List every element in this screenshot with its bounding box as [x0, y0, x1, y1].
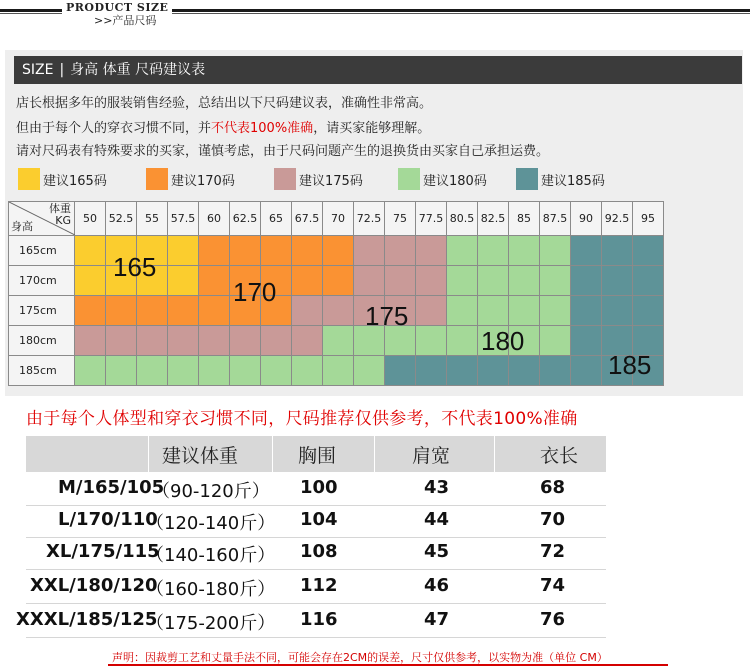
row-size: M/165/105 — [58, 477, 165, 498]
grid-cell-180 — [509, 236, 540, 266]
header-weight: 建议体重 — [162, 445, 239, 467]
footer-disclaimer: 声明：因裁剪工艺和丈量手法不同，可能会存在2CM的误差，尺寸仅供参考，以实物为准（单位 CM） — [112, 651, 608, 664]
grid-weight-header: 52.5 — [106, 202, 137, 236]
row-weight: （160-180斤） — [146, 579, 276, 600]
row-chest: 108 — [300, 541, 338, 562]
grid-cell-170 — [199, 236, 230, 266]
grid-corner — [9, 202, 75, 236]
grid-weight-header: 60 — [199, 202, 230, 236]
grid-weight-header: 92.5 — [602, 202, 633, 236]
row-divider — [26, 637, 606, 638]
grid-cell-185 — [633, 266, 664, 296]
grid-cell-180 — [447, 266, 478, 296]
grid-cell-180 — [447, 326, 478, 356]
grid-cell-180 — [323, 356, 354, 386]
size-table-header — [26, 436, 606, 472]
legend-item-175 — [274, 168, 363, 190]
row-size: XL/175/115 — [46, 541, 160, 562]
grid-cell-170 — [199, 266, 230, 296]
grid-cell-185 — [602, 296, 633, 326]
header-title: 身高 体重 尺码建议表 — [70, 62, 206, 78]
grid-cell-185 — [571, 236, 602, 266]
grid-cell-180 — [540, 236, 571, 266]
grid-weight-header: 77.5 — [416, 202, 447, 236]
corner-height-label: 身高 — [11, 220, 33, 233]
grid-cell-180 — [75, 356, 106, 386]
grid-cell-185 — [571, 326, 602, 356]
grid-weight-header: 70 — [323, 202, 354, 236]
grid-weight-header: 55 — [137, 202, 168, 236]
grid-cell-180 — [137, 356, 168, 386]
legend-label: 建议180码 — [423, 173, 487, 189]
grid-cell-185 — [416, 356, 447, 386]
row-chest: 100 — [300, 477, 338, 498]
panel-header — [14, 56, 742, 84]
grid-cell-185 — [509, 356, 540, 386]
grid-cell-165 — [75, 266, 106, 296]
grid-cell-175 — [354, 236, 385, 266]
row-length: 68 — [540, 477, 566, 498]
zone-label-170: 170 — [233, 277, 277, 307]
zone-label-165: 165 — [113, 252, 157, 282]
grid-row — [9, 266, 664, 296]
grid-cell-175 — [416, 266, 447, 296]
intro-line-2-start: 但由于每个人的穿衣习惯不同，并 — [16, 121, 212, 136]
grid-weight-header: 85 — [509, 202, 540, 236]
table-row — [0, 606, 640, 638]
legend-label: 建议165码 — [43, 173, 107, 189]
grid-cell-175 — [385, 266, 416, 296]
row-shoulder: 46 — [424, 575, 450, 596]
header-divider — [494, 436, 495, 472]
grid-cell-180 — [540, 326, 571, 356]
grid-cell-175 — [385, 236, 416, 266]
banner-title-block — [62, 1, 172, 27]
legend-label: 建议175码 — [299, 173, 363, 189]
height-weight-grid — [8, 201, 664, 386]
grid-cell-180 — [447, 296, 478, 326]
header-length: 衣长 — [540, 445, 579, 467]
grid-cell-175 — [75, 326, 106, 356]
grid-cell-180 — [509, 266, 540, 296]
header-shoulder: 肩宽 — [412, 445, 451, 467]
corner-weight-label — [49, 203, 71, 227]
row-divider — [26, 603, 606, 604]
footer-underline — [108, 664, 668, 666]
legend-swatch — [146, 168, 168, 190]
grid-weight-header: 75 — [385, 202, 416, 236]
intro-line-1: 店长根据多年的服装销售经验，总结出以下尺码建议表，准确性非常高。 — [16, 96, 433, 111]
legend-item-180 — [398, 168, 487, 190]
row-shoulder: 44 — [424, 509, 450, 530]
row-weight: （175-200斤） — [146, 613, 276, 634]
grid-height-label: 175cm — [9, 296, 75, 326]
row-shoulder: 43 — [424, 477, 450, 498]
grid-cell-180 — [478, 296, 509, 326]
grid-cell-185 — [447, 356, 478, 386]
grid-weight-header: 50 — [75, 202, 106, 236]
table-row — [0, 506, 640, 538]
grid-cell-185 — [633, 296, 664, 326]
grid-cell-180 — [168, 356, 199, 386]
legend-item-165 — [18, 168, 107, 190]
intro-line-2-red: 不代表100%准确 — [211, 121, 314, 136]
grid-cell-170 — [323, 236, 354, 266]
corner-top: 体重 — [49, 202, 71, 215]
row-size: XXXL/185/125 — [16, 609, 158, 630]
grid-cell-180 — [540, 296, 571, 326]
grid-weight-header: 62.5 — [230, 202, 261, 236]
grid-weight-header: 80.5 — [447, 202, 478, 236]
legend-label: 建议185码 — [541, 173, 605, 189]
intro-line-2 — [16, 117, 430, 136]
row-size: XXL/180/120 — [30, 575, 158, 596]
row-chest: 116 — [300, 609, 338, 630]
grid-cell-170 — [137, 296, 168, 326]
banner-title: PRODUCT SIZE — [66, 1, 169, 14]
grid-cell-180 — [447, 236, 478, 266]
grid-cell-175 — [199, 326, 230, 356]
grid-height-label: 170cm — [9, 266, 75, 296]
header-divider — [148, 436, 149, 472]
grid-cell-175 — [416, 236, 447, 266]
grid-height-label: 165cm — [9, 236, 75, 266]
grid-cell-185 — [540, 356, 571, 386]
header-divider — [374, 436, 375, 472]
zone-label-180: 180 — [481, 326, 525, 356]
grid-cell-180 — [230, 356, 261, 386]
table-row — [0, 474, 640, 506]
grid-cell-170 — [323, 266, 354, 296]
grid-row — [9, 236, 664, 266]
grid-cell-180 — [199, 356, 230, 386]
row-chest: 104 — [300, 509, 338, 530]
grid-cell-175 — [416, 296, 447, 326]
grid-cell-170 — [230, 236, 261, 266]
table-row — [0, 572, 640, 604]
grid-cell-175 — [106, 326, 137, 356]
grid-cell-175 — [168, 326, 199, 356]
grid-cell-170 — [75, 296, 106, 326]
grid-cell-185 — [478, 356, 509, 386]
grid-row — [9, 356, 664, 386]
grid-weight-header: 95 — [633, 202, 664, 236]
grid-cell-180 — [354, 356, 385, 386]
grid-cell-175 — [354, 266, 385, 296]
banner-subtitle: >>产品尺码 — [94, 14, 157, 27]
row-weight: （140-160斤） — [146, 545, 276, 566]
grid-cell-170 — [292, 266, 323, 296]
grid-cell-180 — [292, 356, 323, 386]
grid-cell-180 — [478, 266, 509, 296]
grid-weight-header: 67.5 — [292, 202, 323, 236]
legend-label: 建议170码 — [171, 173, 235, 189]
header-chest: 胸围 — [298, 445, 337, 467]
grid-cell-185 — [385, 356, 416, 386]
header-separator: | — [59, 62, 65, 78]
grid-cell-165 — [168, 266, 199, 296]
grid-cell-180 — [323, 326, 354, 356]
grid-weight-header: 57.5 — [168, 202, 199, 236]
row-divider — [26, 569, 606, 570]
grid-weight-header: 65 — [261, 202, 292, 236]
legend-swatch — [398, 168, 420, 190]
grid-cell-175 — [230, 326, 261, 356]
grid-header-row — [9, 202, 664, 236]
grid-cell-185 — [602, 266, 633, 296]
grid-row — [9, 296, 664, 326]
grid-weight-header: 82.5 — [478, 202, 509, 236]
intro-line-2-end: ，请买家能够理解。 — [313, 121, 431, 136]
corner-unit: KG — [55, 214, 71, 227]
legend-swatch — [274, 168, 296, 190]
legend-swatch — [18, 168, 40, 190]
grid-cell-175 — [323, 296, 354, 326]
grid-cell-185 — [571, 296, 602, 326]
zone-label-185: 185 — [608, 350, 652, 380]
top-banner — [0, 0, 750, 26]
row-weight: （120-140斤） — [146, 513, 276, 534]
row-shoulder: 45 — [424, 541, 450, 562]
grid-cell-185 — [633, 236, 664, 266]
table-row — [0, 538, 640, 570]
grid-cell-165 — [75, 236, 106, 266]
grid-cell-175 — [137, 326, 168, 356]
grid-cell-170 — [168, 296, 199, 326]
grid-cell-180 — [106, 356, 137, 386]
grid-weight-header: 72.5 — [354, 202, 385, 236]
grid-cell-170 — [199, 296, 230, 326]
row-shoulder: 47 — [424, 609, 450, 630]
grid-cell-185 — [571, 356, 602, 386]
grid-cell-180 — [478, 236, 509, 266]
grid-cell-170 — [106, 296, 137, 326]
row-chest: 112 — [300, 575, 338, 596]
row-length: 70 — [540, 509, 566, 530]
accuracy-notice: 由于每个人体型和穿衣习惯不同，尺码推荐仅供参考，不代表100%准确 — [26, 409, 578, 429]
legend-item-185 — [516, 168, 605, 190]
grid-weight-header: 90 — [571, 202, 602, 236]
grid-cell-185 — [602, 236, 633, 266]
grid-row — [9, 326, 664, 356]
zone-label-175: 175 — [365, 301, 409, 331]
row-size: L/170/110 — [58, 509, 158, 530]
legend-swatch — [516, 168, 538, 190]
header-size-label: SIZE — [22, 62, 54, 78]
grid-cell-180 — [416, 326, 447, 356]
grid-height-label: 185cm — [9, 356, 75, 386]
grid-cell-185 — [571, 266, 602, 296]
grid-weight-header: 87.5 — [540, 202, 571, 236]
grid-cell-165 — [168, 236, 199, 266]
grid-cell-170 — [292, 236, 323, 266]
grid-cell-175 — [292, 296, 323, 326]
header-divider — [272, 436, 273, 472]
legend-item-170 — [146, 168, 235, 190]
grid-cell-175 — [292, 326, 323, 356]
row-length: 76 — [540, 609, 566, 630]
grid-cell-180 — [509, 296, 540, 326]
row-length: 74 — [540, 575, 566, 596]
grid-cell-180 — [261, 356, 292, 386]
grid-height-label: 180cm — [9, 326, 75, 356]
grid-cell-175 — [261, 326, 292, 356]
legend — [18, 168, 718, 190]
row-length: 72 — [540, 541, 566, 562]
grid-cell-170 — [261, 236, 292, 266]
intro-line-3: 请对尺码表有特殊要求的买家，谨慎考虑，由于尺码问题产生的退换货由买家自己承担运费。 — [16, 144, 550, 159]
row-weight: （90-120斤） — [152, 481, 270, 502]
grid-cell-180 — [540, 266, 571, 296]
